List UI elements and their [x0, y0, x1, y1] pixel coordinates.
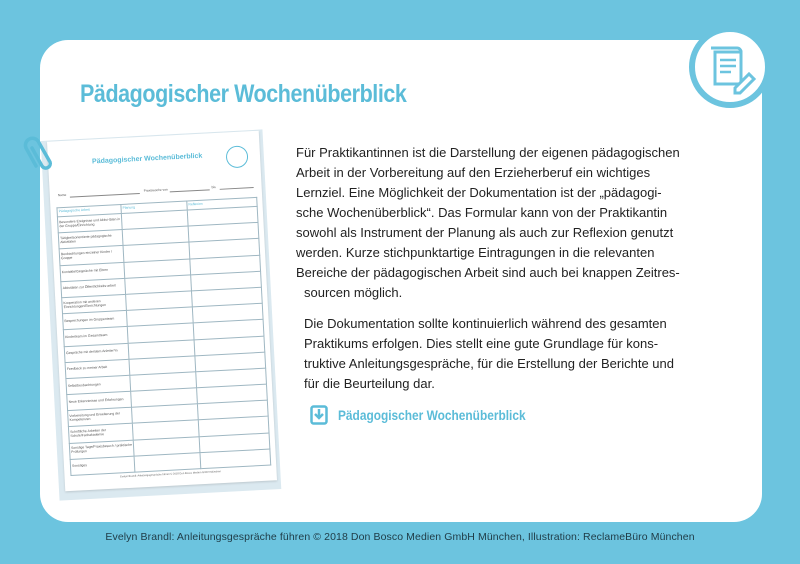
sheet-row-label: Gespräche mit der/dem Anleiter*in — [64, 343, 129, 363]
text-line: für die Beurteilung dar. — [304, 376, 435, 391]
text-line: werden. Kurze stichpunktartige Eintragungen in die relevanten — [296, 245, 655, 260]
sheet-title: Pädagogischer Wochenüberblick — [91, 152, 203, 166]
sheet-row-label: Neue Erkenntnisse und Erfahrungen — [67, 391, 132, 411]
sheet-document-icon — [225, 145, 248, 168]
download-link[interactable] — [310, 405, 559, 425]
sheet-name-line — [70, 193, 140, 198]
text-line: truktive Anleitungsgespräche, für die Erstellung der Berichte und — [304, 356, 674, 371]
sheet-row-label: Besondere Ereignisse und Aktivi-täten in der Gruppe/Einrichtung — [57, 213, 122, 233]
download-label: Pädagogischer Wochenüberblick — [338, 407, 526, 423]
download-icon — [310, 405, 328, 425]
second-paragraph — [304, 314, 674, 394]
sheet-row-label: Beobachtungen einzelner Kinder / Gruppe — [59, 246, 124, 266]
sheet-row-label: Tätigkeitsorientierte pädagogische Aktivitäten — [58, 230, 123, 250]
text-line: Bereiche der pädagogischen Arbeit sind auch bei knappen Zeitres- — [296, 265, 680, 280]
sheet-header-cell: Reflexion — [187, 197, 257, 210]
sheet-row-label: Besprechungen im Gruppenteam — [63, 310, 128, 330]
text-line: sowohl als Instrument der Planung als auch zur Reflexion genutzt — [296, 225, 674, 240]
sheet-date-to-line — [220, 187, 254, 190]
text-line: sche Wochenüberblick“. Das Formular kann von der Praktikantin — [296, 205, 668, 220]
sheet-date-to-label: bis — [211, 185, 216, 190]
sheet-date-from-label: Praxiswoche von — [143, 187, 168, 193]
text-line: Lernziel. Eine Möglichkeit der Dokumentation ist der „pädagogi- — [296, 185, 662, 200]
text-line: Praktikums erfolgen. Dies stellt eine gute Grundlage für kons- — [304, 336, 659, 351]
sheet-row-label: Schriftliche Arbeiten der Schule/Fachakademie — [68, 424, 133, 444]
corner-badge — [689, 26, 771, 108]
sheet-row-label: Feedback zu meiner Arbeit — [65, 359, 130, 379]
sheet-row-label: Sonstige Tage/Praxisbesuch / praktische Prüfungen — [69, 440, 134, 460]
page-title: Pädagogischer Wochenüberblick — [80, 80, 407, 108]
sheet-empty-cell — [200, 449, 271, 469]
document-edit-icon — [707, 42, 757, 98]
sheet-row-label: Aktivitäten zur Öffentlichkeits-arbeit — [61, 278, 126, 298]
sheet-row-label: Sonstiges — [70, 456, 135, 476]
text-line: Arbeit in der Vorbereitung auf den Erzieherberuf ein wichtiges — [296, 165, 651, 180]
sheet-row-label: Selbstbeobachtungen — [66, 375, 131, 395]
text-line: sourcen möglich. — [304, 285, 403, 300]
sheet-name-label: Name — [57, 192, 67, 198]
sheet-row-label: Kontakte/Gespräche mit Eltern — [60, 262, 125, 282]
sheet-footer: Evelyn Brandl: Anleitungsgespräche führen © 2018 Don Bosco Medien GmbH München — [120, 470, 222, 479]
document-thumbnail[interactable] — [47, 131, 277, 492]
paperclip-icon — [22, 126, 62, 172]
sheet-date-from-line — [170, 189, 210, 192]
sheet-table — [56, 197, 271, 476]
sheet-row-label: Kinderteam im Gesamtteam — [63, 327, 128, 347]
sheet-empty-cell — [134, 453, 201, 473]
sheet-header-cell: Pädagogische Arbeit — [57, 205, 121, 217]
sheet-row-label: Kooperation mit anderen Einrichtungen/Einrichtungen — [62, 294, 127, 314]
text-line: Für Praktikantinnen ist die Darstellung der eigenen pädagogischen — [296, 145, 680, 160]
page-footer: Evelyn Brandl: Anleitungsgespräche führen © 2018 Don Bosco Medien GmbH München, Illustration: ReclameBüro München — [105, 531, 695, 543]
intro-paragraph — [296, 143, 680, 303]
sheet-row-label: Vorbereitung und Erweiterung der Kompetenzen — [68, 407, 133, 427]
text-line: Die Dokumentation sollte kontinuierlich während des gesamten — [304, 316, 667, 331]
sheet-header-cell: Planung — [121, 201, 187, 213]
